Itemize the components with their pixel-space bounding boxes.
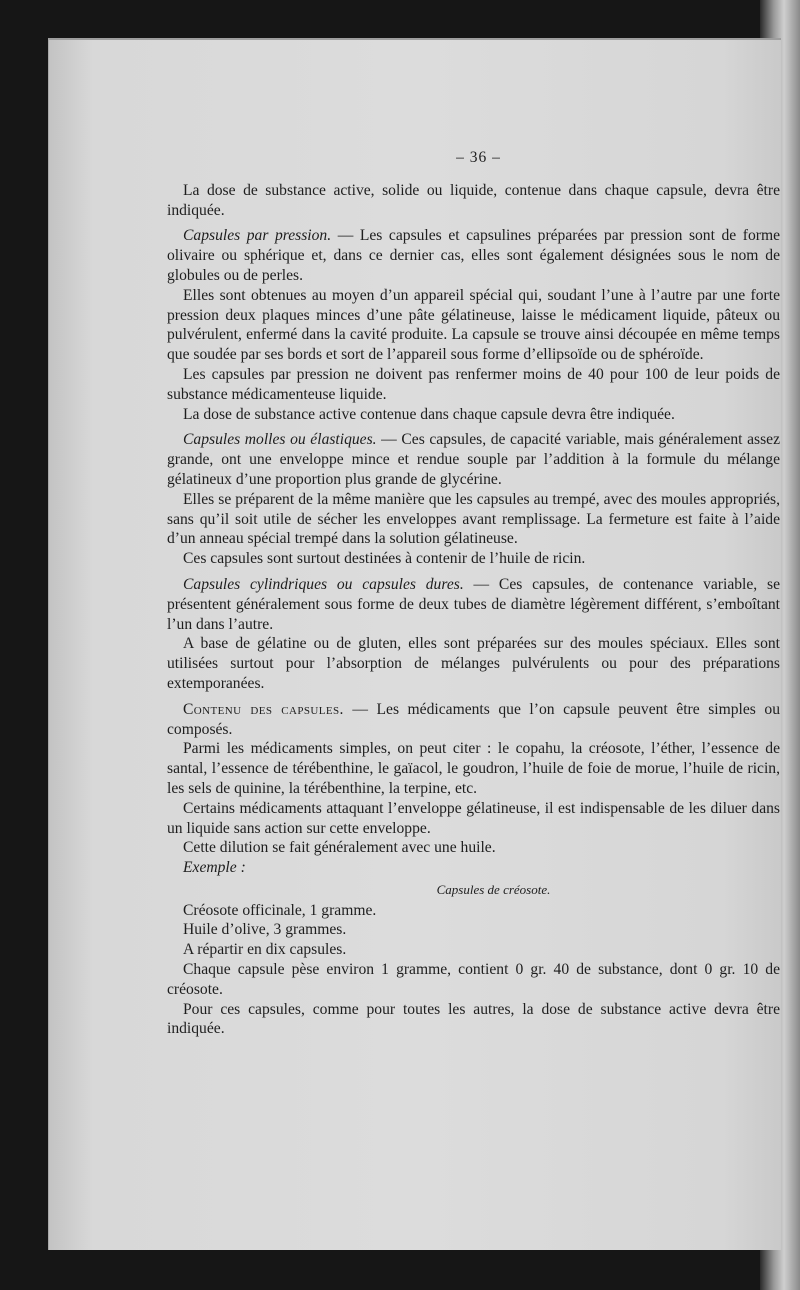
paragraph-dilution-need: Certains médicaments attaquant l’enveloppe gélatineuse, il est indispensable de les diluer dans un liquide sans action sur cette enveloppe. <box>167 799 780 837</box>
page-number: – 36 – <box>456 149 501 166</box>
page-text <box>167 148 780 1039</box>
paragraph-ricin: Ces capsules sont surtout destinées à contenir de l’huile de ricin. <box>183 550 586 568</box>
paragraph-contenu <box>167 700 780 740</box>
paragraph-dilution-huile: Cette dilution se fait généralement avec une huile. <box>183 839 496 857</box>
recipe-line-3: A répartir en dix capsules. <box>183 941 347 959</box>
book-page <box>48 38 781 1250</box>
section-title-pression: Capsules par pression. <box>183 227 332 245</box>
paragraph-medicaments-simples: Parmi les médicaments simples, on peut citer : le copahu, la créosote, l’éther, l’essence de santal, l’essence de térébenthine, le gaïacol, le goudron, l’huile de foie de morue, l’huile de ricin, les sels de quinine, la térébenthine, la terpine, etc. <box>167 740 780 797</box>
section-body-dures: — Ces capsules, de contenance variable, se présentent généralement sous forme de deux tubes de diamètre légèrement différent, s’emboîtant l’un dans l’autre. <box>167 575 780 633</box>
section-body-contenu: — Les médicaments que l’on capsule peuvent être simples ou composés. <box>167 700 781 738</box>
section-body-pression: — Les capsules et capsulines préparées par pression sont de forme olivaire ou sphérique et, dans ce dernier cas, elles sont également désignées sous le nom de globules ou de perles. <box>167 227 781 284</box>
section-title-molles: Capsules molles ou élastiques. <box>183 431 377 449</box>
example-label: Exemple : <box>183 859 246 877</box>
paragraph-preparation: Elles se préparent de la même manière que les capsules au trempé, avec des moules appropriés, sans qu’il soit utile de sécher les enveloppes avant remplissage. La fermeture est faite à l’aide d’un anneau spécial trempé dans la solution gélatineuse. <box>167 490 780 548</box>
paragraph-dose-1: La dose de substance active, solide ou liquide, contenue dans chaque capsule, devra être indiquée. <box>167 181 780 219</box>
section-body-molles: — Ces capsules, de capacité variable, mais généralement assez grande, ont une enveloppe mince et rendue souple par l’addition à la formule du mélange gélatineux d’une proportion plus grande de glycérine. <box>167 431 780 488</box>
paragraph-dose-final: Pour ces capsules, comme pour toutes les autres, la dose de substance active devra être indiquée. <box>167 1000 780 1038</box>
paragraph-poids: Les capsules par pression ne doivent pas renfermer moins de 40 pour 100 de leur poids de substance médicamenteuse liquide. <box>167 365 780 403</box>
section-title-dures: Capsules cylindriques ou capsules dures. <box>183 575 464 593</box>
recipe-line-1: Créosote officinale, 1 gramme. <box>183 901 377 919</box>
paragraph-dose-2: La dose de substance active contenue dans chaque capsule devra être indiquée. <box>183 405 675 423</box>
paragraph-poids-capsule: Chaque capsule pèse environ 1 gramme, contient 0 gr. 40 de substance, dont 0 gr. 10 de créosote. <box>167 961 780 998</box>
paragraph-capsules-molles <box>167 430 780 489</box>
recipe-caption: Capsules de créosote. <box>436 881 551 897</box>
paragraph-capsules-dures <box>167 575 780 634</box>
paragraph-gelatine: A base de gélatine ou de gluten, elles sont préparées sur des moules spéciaux. Elles sont utilisées surtout pour l’absorption de mélanges pulvérulents ou pour des préparations extemporanées. <box>167 635 780 692</box>
paragraph-obtention: Elles sont obtenues au moyen d’un appareil spécial qui, soudant l’une à l’autre par une forte pression deux plaques minces d’une pâte gélatineuse, laisse le médicament liquide, pâteux ou pulvérulent, enfermé dans la cavité produite. La capsule se trouve ainsi découpée en même temps que soudée par ses bords et sort de l’appareil sous forme d’ellipsoïde ou de sphéroïde. <box>167 286 780 364</box>
section-title-contenu: Contenu des capsules. <box>183 700 344 718</box>
recipe-line-2: Huile d’olive, 3 grammes. <box>183 921 347 939</box>
paragraph-capsules-pression <box>167 226 780 285</box>
